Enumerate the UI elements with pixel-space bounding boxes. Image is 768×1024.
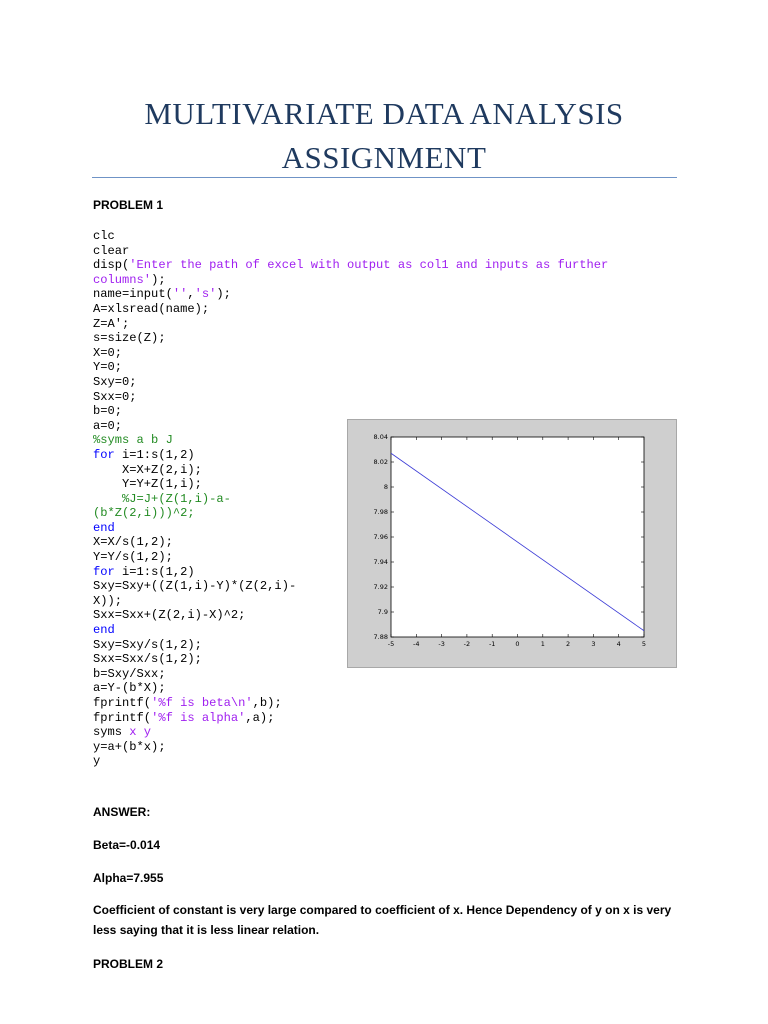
code-token: syms <box>93 725 130 740</box>
x-tick-label: 3 <box>591 640 596 648</box>
code-token: clc <box>93 229 115 243</box>
code-token: ,a); <box>245 710 275 725</box>
code-line <box>93 404 608 419</box>
code-token: name=input( <box>93 287 173 302</box>
y-tick-label: 7.94 <box>373 558 388 567</box>
code-token: disp( <box>93 258 130 273</box>
code-token: ); <box>151 272 166 287</box>
answer-heading: ANSWER: <box>93 805 151 819</box>
code-token: a=0; <box>93 418 123 433</box>
code-line <box>93 346 608 361</box>
code-token: fprintf( <box>93 710 152 725</box>
y-tick-label: 8.04 <box>373 433 388 442</box>
code-line <box>93 302 608 317</box>
code-token: y=a+(b*x); <box>93 739 166 754</box>
code-line <box>93 696 608 711</box>
code-line <box>93 754 608 769</box>
code-token: Y=Y/s(1,2); <box>93 550 173 565</box>
x-tick-label: 2 <box>566 640 571 648</box>
title-line-2: ASSIGNMENT <box>281 140 487 175</box>
code-token: %syms a b J <box>93 433 173 448</box>
code-token: X)); <box>93 593 123 608</box>
y-tick-label: 8 <box>383 483 388 492</box>
x-tick-label: 1 <box>540 640 545 648</box>
code-token: Sxy=Sxy/s(1,2); <box>93 637 202 652</box>
code-token: fprintf( <box>93 696 152 710</box>
code-line <box>93 229 608 244</box>
code-line <box>93 331 608 346</box>
code-token: end <box>93 623 115 638</box>
y-tick-label: 7.9 <box>377 608 388 617</box>
code-token: b=0; <box>93 404 123 419</box>
code-token: Sxx=Sxx+(Z(2,i)-X)^2; <box>93 608 246 623</box>
code-token: s=size(Z); <box>93 331 166 346</box>
line-plot <box>348 420 676 667</box>
code-token: y <box>93 754 101 769</box>
code-line <box>93 273 608 288</box>
code-token: Sxx=Sxx/s(1,2); <box>93 652 202 667</box>
code-line <box>93 711 608 726</box>
code-token: x y <box>129 725 152 740</box>
code-line <box>93 740 608 755</box>
y-tick-label: 7.88 <box>373 633 388 642</box>
code-token: for <box>93 564 115 579</box>
x-tick-label: 4 <box>616 640 621 648</box>
y-tick-label: 8.02 <box>373 458 388 467</box>
problem-2-heading: PROBLEM 2 <box>93 957 164 971</box>
y-tick-label: 7.92 <box>373 583 388 592</box>
code-token: a=Y-(b*X); <box>93 681 166 696</box>
plot-figure <box>347 419 677 668</box>
code-line <box>93 317 608 332</box>
code-token: '' <box>172 287 188 302</box>
x-tick-label: -4 <box>413 640 420 648</box>
code-token: X=0; <box>93 345 123 360</box>
problem-1-heading: PROBLEM 1 <box>93 198 164 212</box>
code-line <box>93 725 608 740</box>
code-token: end <box>93 520 115 535</box>
code-token: 's' <box>194 287 217 302</box>
beta-result: Beta=-0.014 <box>93 838 161 852</box>
conclusion-text: Coefficient of constant is very large compared to coefficient of x. Hence Dependency of y on x is very less saying that it is less linear relation. <box>93 903 672 937</box>
code-token: b=Sxy/Sxx; <box>93 666 166 681</box>
code-token: X=X/s(1,2); <box>93 535 173 550</box>
y-tick-label: 7.98 <box>373 508 388 517</box>
code-token: columns' <box>93 272 152 287</box>
x-tick-label: -3 <box>438 640 445 648</box>
code-token: ); <box>216 287 231 302</box>
code-token: Sxy=Sxy+((Z(1,i)-Y)*(Z(2,i)- <box>93 579 297 594</box>
code-token: X=X+Z(2,i); <box>93 462 202 477</box>
x-tick-label: -1 <box>488 640 496 648</box>
x-tick-label: -5 <box>387 640 395 648</box>
code-line <box>93 390 608 405</box>
code-token: Sxx=0; <box>93 389 137 404</box>
plot-axes-box <box>391 437 644 637</box>
alpha-result: Alpha=7.955 <box>93 871 164 885</box>
code-token: '%f is alpha' <box>151 710 246 725</box>
code-token: , <box>187 287 195 302</box>
code-line <box>93 681 608 696</box>
title-line-1: MULTIVARIATE DATA ANALYSIS <box>144 96 624 131</box>
code-token: clear <box>93 243 130 258</box>
code-line <box>93 258 608 273</box>
x-tick-label: -2 <box>463 640 471 648</box>
code-token: %J=J+(Z(1,i)-a- <box>93 491 231 506</box>
title-divider <box>92 177 677 178</box>
code-line <box>93 667 608 682</box>
x-tick-label: 0 <box>515 640 520 648</box>
code-token: i=1:s(1,2) <box>114 564 195 579</box>
code-token: '%f is beta\n' <box>151 696 253 710</box>
code-token: A=xlsread(name); <box>93 301 210 316</box>
code-line <box>93 360 608 375</box>
code-token: 'Enter the path of excel with output as col1 and inputs as further <box>129 258 609 273</box>
code-token: Z=A'; <box>93 316 130 331</box>
code-token: ,b); <box>252 696 282 710</box>
code-token: Y=Y+Z(1,i); <box>93 477 202 492</box>
code-line <box>93 244 608 259</box>
code-token: (b*Z(2,i)))^2; <box>93 506 195 521</box>
y-tick-label: 7.96 <box>373 533 388 542</box>
code-token: for <box>93 447 115 462</box>
document-title <box>0 92 768 180</box>
code-token: i=1:s(1,2) <box>114 447 195 462</box>
code-line <box>93 375 608 390</box>
x-tick-label: 5 <box>641 640 647 648</box>
code-token: Y=0; <box>93 360 123 375</box>
code-token: Sxy=0; <box>93 374 137 389</box>
code-line <box>93 287 608 302</box>
